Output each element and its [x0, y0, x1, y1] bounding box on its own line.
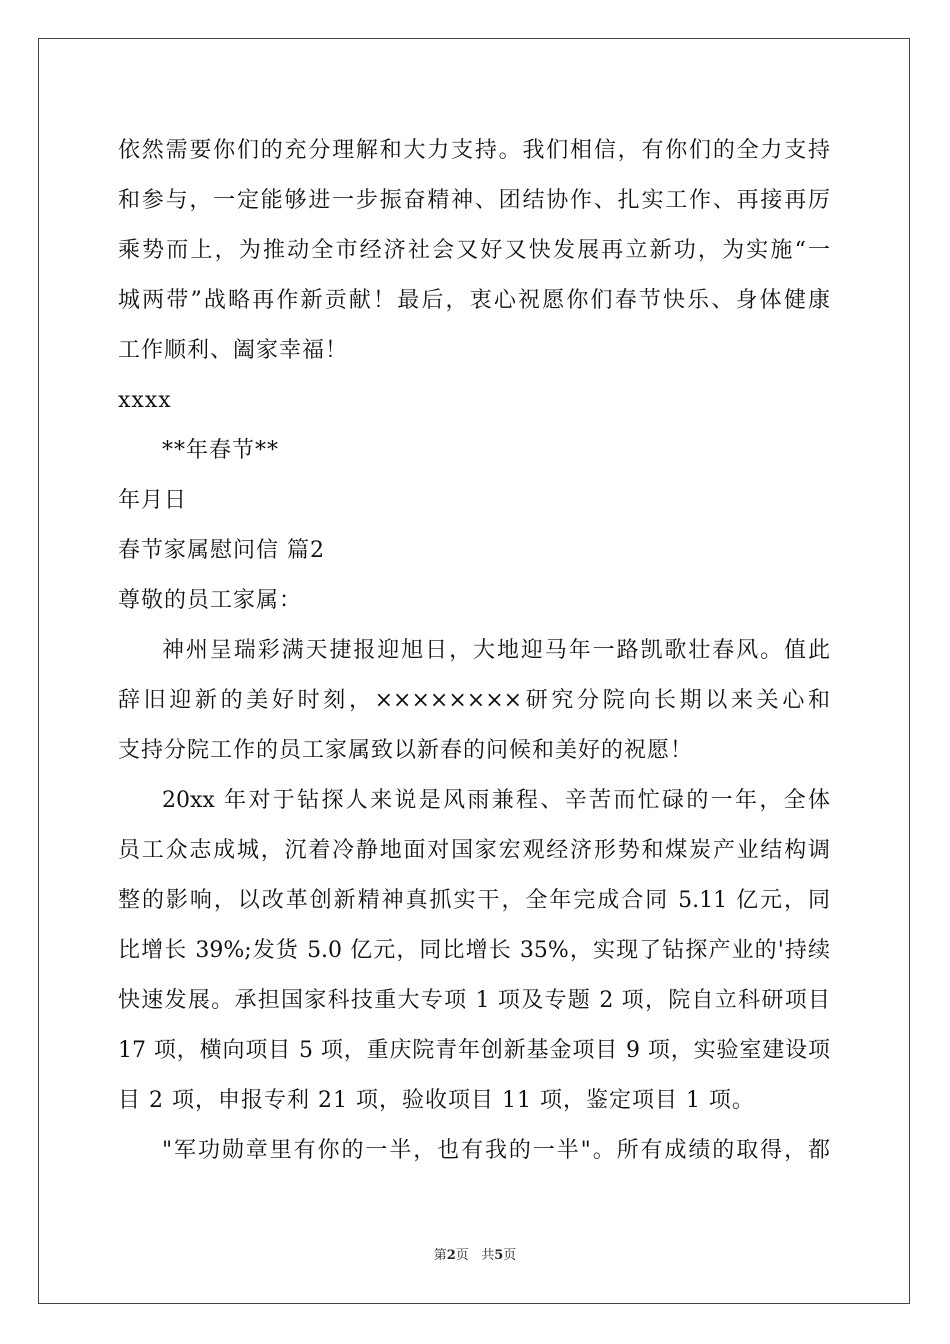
- body-text-line: 辞旧迎新的美好时刻，××××××××研究分院向长期以来关心和: [118, 688, 830, 713]
- body-text-line: 依然需要你们的充分理解和大力支持。我们相信，有你们的全力支持: [118, 138, 830, 163]
- body-text-line: 目 2 项，申报专利 21 项，验收项目 11 项，鉴定项目 1 项。: [118, 1088, 755, 1113]
- total-prefix: 共: [481, 1248, 495, 1263]
- body-text-line: 员工众志成城，沉着冷静地面对国家宏观经济形势和煤炭产业结构调: [118, 838, 830, 863]
- body-text-line: 乘势而上，为推动全市经济社会又好又快发展再立新功，为实施“一: [118, 238, 830, 263]
- body-text-line: 整的影响，以改革创新精神真抓实干，全年完成合同 5.11 亿元，同: [118, 888, 830, 913]
- total-pages: 5: [494, 1248, 504, 1263]
- body-text-line: 神州呈瑞彩满天捷报迎旭日，大地迎马年一路凯歌壮春风。值此: [162, 638, 830, 663]
- body-text-line: 快速发展。承担国家科技重大专项 1 项及专题 2 项，院自立科研项目: [118, 988, 830, 1013]
- total-suffix: 页: [503, 1248, 517, 1263]
- body-text-line: 城两带”战略再作新贡献！最后，衷心祝愿你们春节快乐、身体健康: [118, 288, 830, 313]
- signature-org: xxxx: [118, 388, 172, 413]
- body-text-line: 17 项，横向项目 5 项，重庆院青年创新基金项目 9 项，实验室建设项: [118, 1038, 830, 1063]
- body-text-line: 支持分院工作的员工家属致以新春的问候和美好的祝愿！: [118, 738, 694, 763]
- date-line: 年月日: [118, 488, 188, 513]
- page-prefix: 第: [433, 1248, 447, 1263]
- body-text-line: 和参与，一定能够进一步振奋精神、团结协作、扎实工作、再接再厉: [118, 188, 830, 213]
- page-number: 2: [446, 1248, 456, 1263]
- section-title: 春节家属慰问信 篇2: [118, 538, 325, 563]
- body-text-line: 比增长 39%;发货 5.0 亿元，同比增长 35%，实现了钻探产业的'持续: [118, 938, 830, 963]
- body-text-line: 工作顺利、阖家幸福！: [118, 338, 349, 363]
- signature-date: **年春节**: [162, 438, 280, 463]
- body-text-line: "军功勋章里有你的一半，也有我的一半"。所有成绩的取得，都: [162, 1138, 830, 1163]
- page-suffix: 页: [455, 1248, 469, 1263]
- body-text-line: 20xx 年对于钻探人来说是风雨兼程、辛苦而忙碌的一年，全体: [162, 788, 830, 813]
- page-footer: [0, 1247, 950, 1265]
- salutation: 尊敬的员工家属：: [118, 588, 303, 613]
